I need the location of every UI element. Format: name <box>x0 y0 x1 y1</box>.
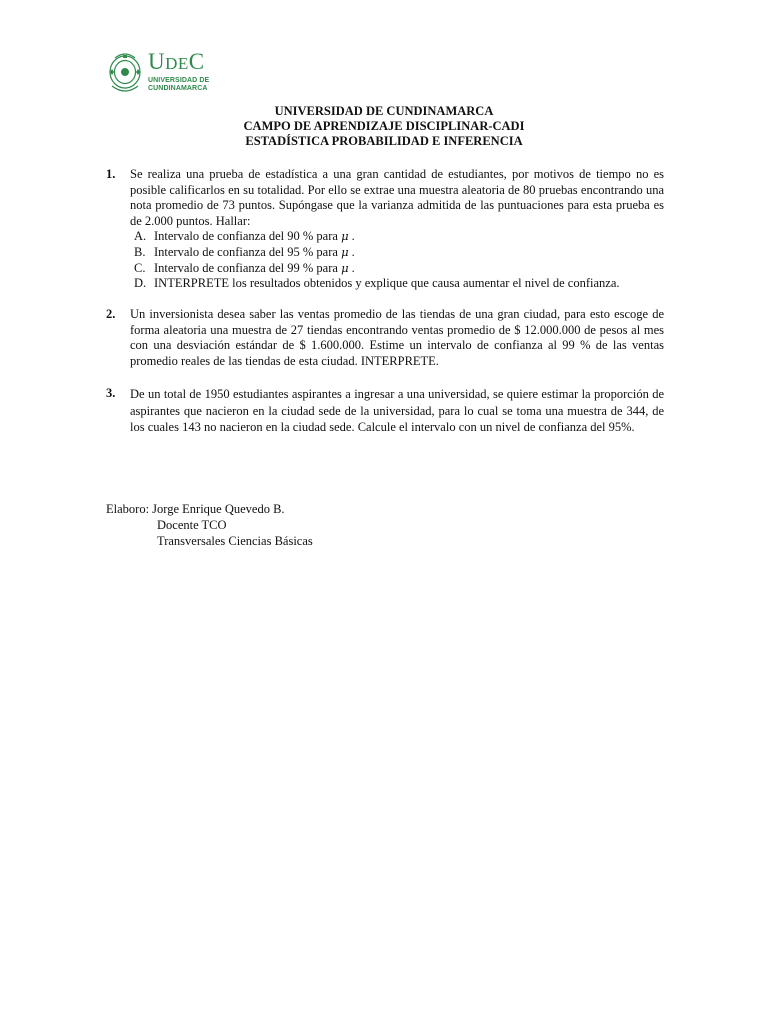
header-university: UNIVERSIDAD DE CUNDINAMARCA <box>274 104 494 118</box>
logo-subtitle-line1: UNIVERSIDAD DE <box>148 77 210 84</box>
sub-item-label: C. <box>134 260 146 275</box>
mu-symbol: μ <box>341 229 349 244</box>
sub-item-c <box>134 261 664 277</box>
question-3 <box>106 386 664 436</box>
sub-item-label: B. <box>134 244 146 259</box>
author-role: Docente TCO <box>157 518 227 532</box>
university-seal-icon <box>106 50 144 98</box>
sub-item-b <box>134 245 664 261</box>
question-1 <box>106 167 664 292</box>
author-signature-block <box>106 501 313 549</box>
sub-item-text: INTERPRETE los resultados obtenidos y explique que causa aumentar el nivel de confianza. <box>154 276 620 291</box>
mu-symbol: μ <box>341 260 349 275</box>
logo-subtitle-line2: CUNDINAMARCA <box>148 85 208 92</box>
sub-item-tail: . <box>348 260 355 275</box>
sub-item-text: Intervalo de confianza del 95 % para <box>154 244 338 259</box>
header-course: ESTADÍSTICA PROBABILIDAD E INFERENCIA <box>245 134 523 148</box>
sub-item-label: A. <box>134 229 147 244</box>
question-text: Un inversionista desea saber las ventas promedio de las tiendas de una gran ciudad, para esto escoge de forma aleatoria una muestra de 27 tiendas encontrando ventas promedio de $ 12.000.000 de pesos al mes con una desviación estándar de $ 1.600.000. Estime un intervalo de confianza al 99 % de las ventas promedio reales de las tiendas de esta ciudad. INTERPRETE. <box>130 307 664 368</box>
author-department: Transversales Ciencias Básicas <box>157 534 313 548</box>
header-campus: CAMPO DE APRENDIZAJE DISCIPLINAR-CADI <box>243 119 525 133</box>
udec-logo <box>106 50 216 98</box>
mu-symbol: μ <box>341 244 349 259</box>
sub-item-list <box>134 229 664 291</box>
sub-item-text: Intervalo de confianza del 99 % para <box>154 260 338 275</box>
sub-item-label: D. <box>134 276 147 291</box>
author-line: Elaboro: Jorge Enrique Quevedo B. <box>106 502 285 516</box>
document-header <box>0 104 768 149</box>
sub-item-a <box>134 229 664 245</box>
question-2 <box>106 307 664 369</box>
logo-subtitle <box>148 77 209 93</box>
question-number: 3. <box>106 386 116 400</box>
question-number: 2. <box>106 307 116 321</box>
sub-item-tail: . <box>348 229 355 244</box>
question-number: 1. <box>106 167 116 181</box>
question-text: Se realiza una prueba de estadística a una gran cantidad de estudiantes, por motivos de tiempo no es posible calificarlos en su totalidad. Por ello se extrae una muestra aleatoria de 80 pruebas encontrando una nota promedio de 73 puntos. Supóngase que la varianza admitida de las puntuaciones para esta prueba es de 2.000 puntos. Hallar: <box>130 167 664 228</box>
sub-item-text: Intervalo de confianza del 90 % para <box>154 229 338 244</box>
question-text: De un total de 1950 estudiantes aspirantes a ingresar a una universidad, se quiere estimar la proporción de aspirantes que nacieron en la ciudad sede de la universidad, para lo cual se toma una muestra de 344, de los cuales 143 no nacieron en la ciudad sede. Calcule el intervalo con un nivel de confianza del 95%. <box>130 387 664 435</box>
sub-item-tail: . <box>348 244 355 259</box>
logo-wordmark: UDEC <box>148 49 205 74</box>
sub-item-d <box>134 276 664 292</box>
